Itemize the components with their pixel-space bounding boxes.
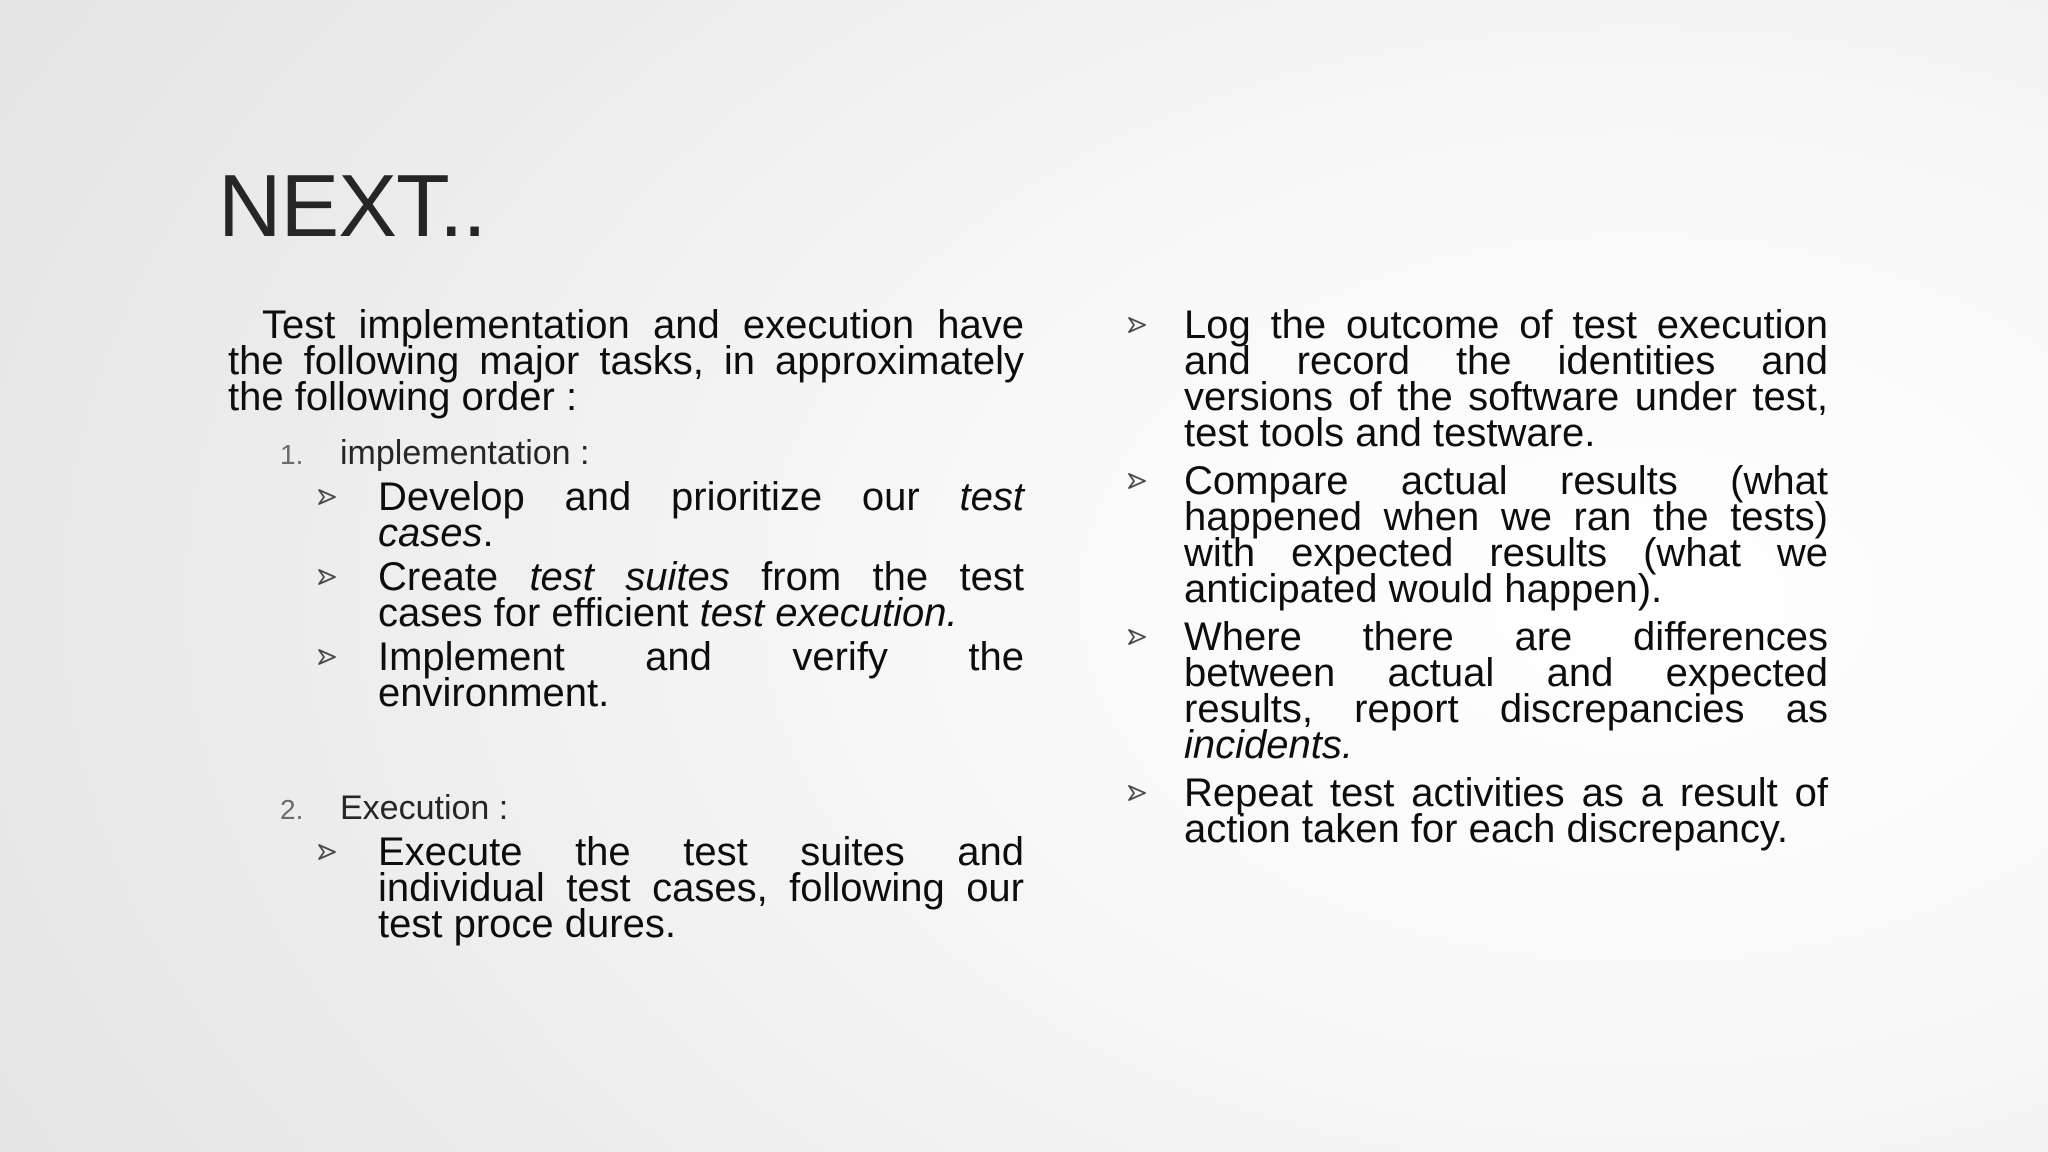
section-heading-text: implementation : xyxy=(340,434,590,472)
list-item: Execute the test suites and individual test cases, following our test proce dures. xyxy=(378,834,1024,942)
bullet-list xyxy=(1116,303,1828,851)
bullet-list xyxy=(378,830,1024,946)
right-column xyxy=(1116,303,1828,851)
arrowhead-bullet-icon xyxy=(1124,311,1150,339)
arrowhead-bullet-icon xyxy=(314,483,340,511)
section-heading-text: Execution : xyxy=(340,789,509,827)
section-execution xyxy=(228,789,1024,946)
bullet-list xyxy=(378,475,1024,715)
arrowhead-bullet-icon xyxy=(314,563,340,591)
section-number: 2. xyxy=(280,794,304,825)
list-item: Compare actual results (what happened when we ran the tests) with expected results (what we anticipated would happen). xyxy=(1116,463,1828,607)
list-item: Repeat test activities as a result of action taken for each discrepancy. xyxy=(1116,775,1828,847)
slide-title: NEXT.. xyxy=(218,156,486,255)
arrowhead-bullet-icon xyxy=(1124,623,1150,651)
intro-paragraph: Test implementation and execution have the following major tasks, in approximately the following order : xyxy=(228,303,1024,419)
left-column xyxy=(228,303,1024,946)
section-implementation xyxy=(228,434,1024,715)
arrowhead-bullet-icon xyxy=(314,838,340,866)
section-heading xyxy=(280,789,1024,827)
list-item: Develop and prioritize our test cases. xyxy=(378,479,1024,551)
list-item: Where there are differences between actual and expected results, report discrepancies as incidents. xyxy=(1116,619,1828,763)
list-item: Create test suites from the test cases for efficient test execution. xyxy=(378,559,1024,631)
section-number: 1. xyxy=(280,439,304,470)
arrowhead-bullet-icon xyxy=(314,643,340,671)
arrowhead-bullet-icon xyxy=(1124,467,1150,495)
list-item: Implement and verify the environment. xyxy=(378,639,1024,711)
list-item: Log the outcome of test execution and record the identities and versions of the software under test, test tools and testware. xyxy=(1116,307,1828,451)
arrowhead-bullet-icon xyxy=(1124,779,1150,807)
section-heading xyxy=(280,434,1024,472)
